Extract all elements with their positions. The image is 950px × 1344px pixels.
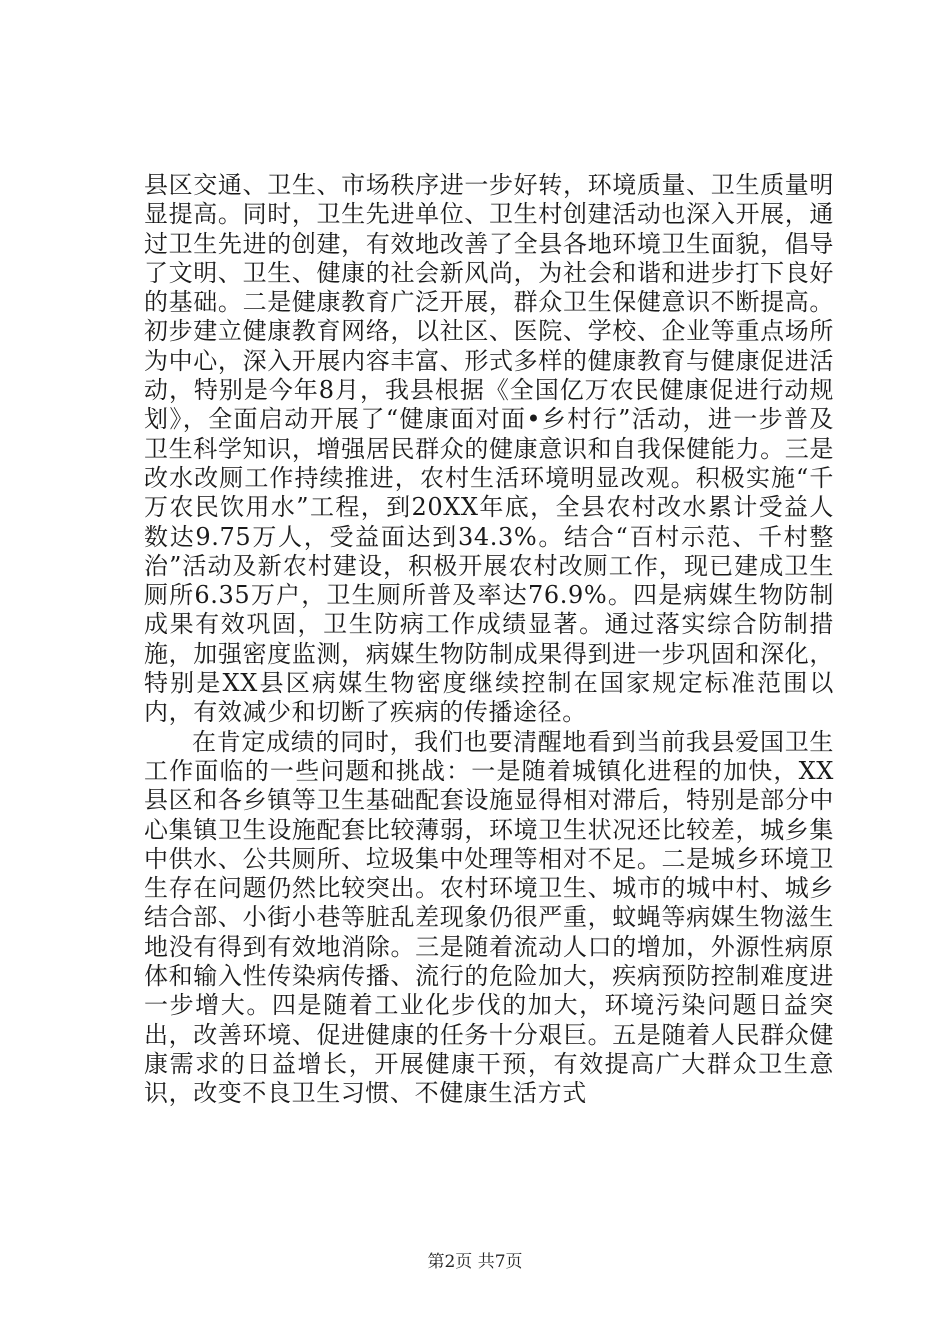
paragraph-continued: 县区交通、卫生、市场秩序进一步好转，环境质量、卫生质量明显提高。同时，卫生先进单位、卫生村创建活动也深入开展，通过卫生先进的创建，有效地改善了全县各地环境卫生面貌，倡导了文明、卫生、健康的社会新风尚，为社会和谐和进步打下良好的基础。二是健康教育广泛开展，群众卫生保健意识不断提高。初步建立健康教育网络，以社区、医院、学校、企业等重点场所为中心，深入开展内容丰富、形式多样的健康教育与健康促进活动，特别是今年8月，我县根据《全国亿万农民健康促进行动规划》，全面启动开展了“健康面对面•乡村行”活动，进一步普及卫生科学知识，增强居民群众的健康意识和自我保健能力。三是改水改厕工作持续推进，农村生活环境明显改观。积极实施“千万农民饮用水”工程，到20XX年底，全县农村改水累计受益人数达9.75万人，受益面达到34.3%。结合“百村示范、千村整治”活动及新农村建设，积极开展农村改厕工作，现已建成卫生厕所6.35万户，卫生厕所普及率达76.9%。四是病媒生物防制成果有效巩固，卫生防病工作成绩显著。通过落实综合防制措施，加强密度监测，病媒生物防制成果得到进一步巩固和深化，特别是XX县区病媒生物密度继续控制在国家规定标准范围以内，有效减少和切断了疾病的传播途径。 — [144, 171, 834, 727]
document-body — [144, 171, 834, 1109]
page-number-footer: 第2页 共7页 — [427, 1252, 523, 1272]
paragraph-challenges: 在肯定成绩的同时，我们也要清醒地看到当前我县爱国卫生工作面临的一些问题和挑战：一是随着城镇化进程的加快，XX县区和各乡镇等卫生基础配套设施显得相对滞后，特别是部分中心集镇卫生设施配套比较薄弱，环境卫生状况还比较差，城乡集中供水、公共厕所、垃圾集中处理等相对不足。二是城乡环境卫生存在问题仍然比较突出。农村环境卫生、城市的城中村、城乡结合部、小街小巷等脏乱差现象仍很严重，蚊蝇等病媒生物滋生地没有得到有效地消除。三是随着流动人口的增加，外源性病原体和输入性传染病传播、流行的危险加大，疾病预防控制难度进一步增大。四是随着工业化步伐的加大，环境污染问题日益突出，改善环境、促进健康的任务十分艰巨。五是随着人民群众健康需求的日益增长，开展健康干预，有效提高广大群众卫生意识，改变不良卫生习惯、不健康生活方式 — [144, 727, 834, 1108]
